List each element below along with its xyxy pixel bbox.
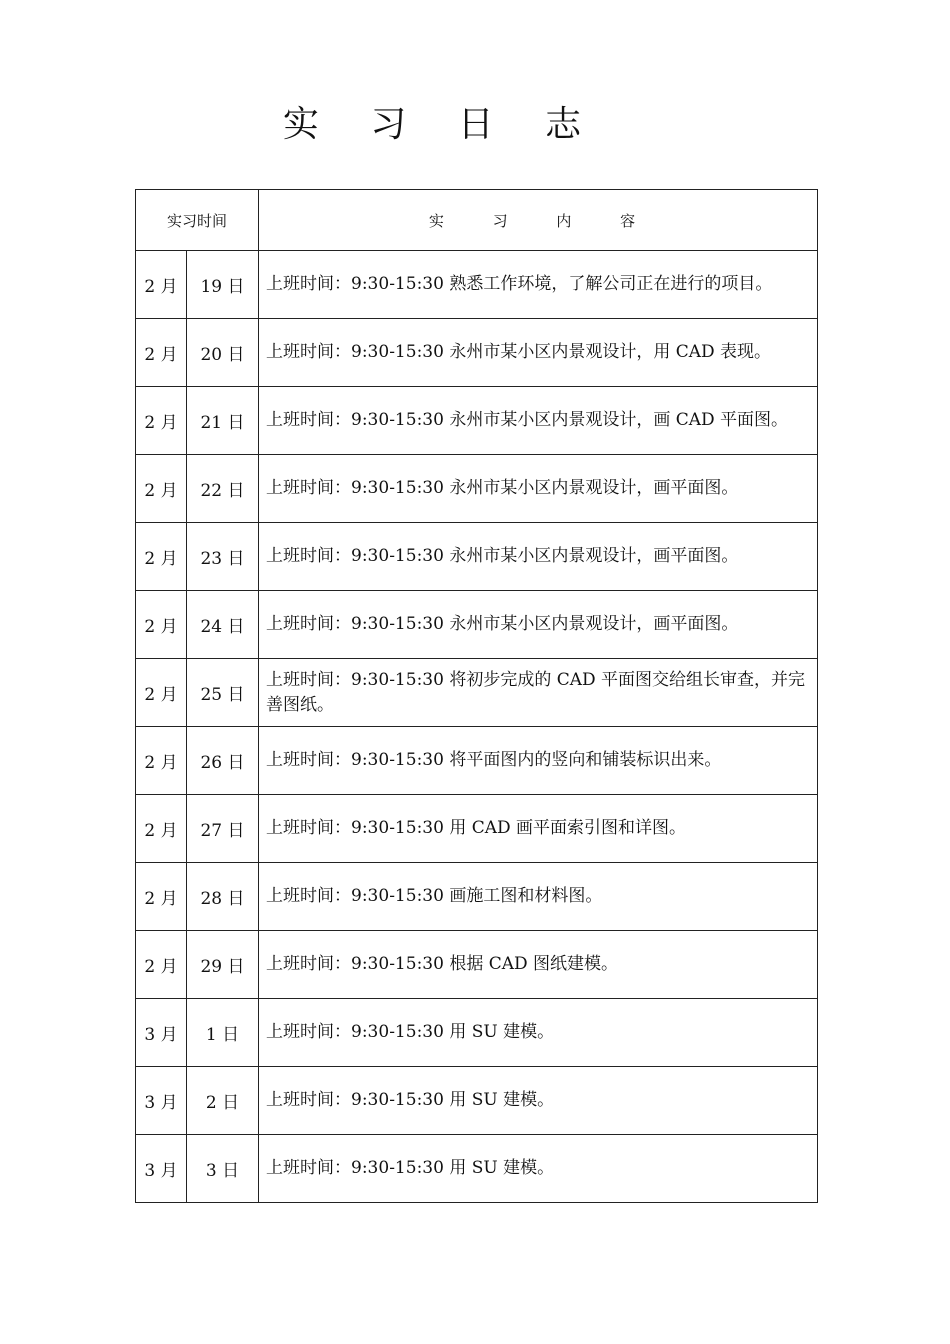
table-row: [136, 727, 818, 795]
row-content: 上班时间：9:30-15:30 永州市某小区内景观设计，画 CAD 平面图。: [259, 387, 818, 455]
row-content: 上班时间：9:30-15:30 用 SU 建模。: [259, 1135, 818, 1203]
header-content: 实 习 内 容: [259, 190, 818, 251]
row-content: 上班时间：9:30-15:30 永州市某小区内景观设计，用 CAD 表现。: [259, 319, 818, 387]
row-month: 2 月: [136, 931, 187, 999]
row-month: 2 月: [136, 251, 187, 319]
table-row: [136, 863, 818, 931]
row-month: 2 月: [136, 591, 187, 659]
row-content: 上班时间：9:30-15:30 用 SU 建模。: [259, 999, 818, 1067]
table-body: [136, 251, 818, 1203]
row-day: 24 日: [187, 591, 259, 659]
table-row: [136, 591, 818, 659]
table-row: [136, 251, 818, 319]
table-row: [136, 523, 818, 591]
row-month: 3 月: [136, 1067, 187, 1135]
table-row: [136, 999, 818, 1067]
header-time: 实习时间: [136, 190, 259, 251]
row-content: 上班时间：9:30-15:30 将初步完成的 CAD 平面图交给组长审查，并完善图纸。: [259, 659, 818, 727]
table-row: [136, 455, 818, 523]
row-day: 23 日: [187, 523, 259, 591]
row-day: 3 日: [187, 1135, 259, 1203]
row-day: 1 日: [187, 999, 259, 1067]
table-row: [136, 1067, 818, 1135]
row-content: 上班时间：9:30-15:30 永州市某小区内景观设计，画平面图。: [259, 455, 818, 523]
row-content: 上班时间：9:30-15:30 永州市某小区内景观设计，画平面图。: [259, 591, 818, 659]
table-row: [136, 319, 818, 387]
row-day: 19 日: [187, 251, 259, 319]
row-month: 2 月: [136, 659, 187, 727]
table-header-row: [136, 190, 818, 251]
row-day: 25 日: [187, 659, 259, 727]
row-month: 2 月: [136, 795, 187, 863]
table-row: [136, 387, 818, 455]
page-title: 实 习 日 志: [282, 104, 602, 145]
row-month: 3 月: [136, 999, 187, 1067]
row-day: 22 日: [187, 455, 259, 523]
row-month: 3 月: [136, 1135, 187, 1203]
table-row: [136, 795, 818, 863]
row-day: 29 日: [187, 931, 259, 999]
row-content: 上班时间：9:30-15:30 用 CAD 画平面索引图和详图。: [259, 795, 818, 863]
row-content: 上班时间：9:30-15:30 画施工图和材料图。: [259, 863, 818, 931]
row-day: 27 日: [187, 795, 259, 863]
row-content: 上班时间：9:30-15:30 根据 CAD 图纸建模。: [259, 931, 818, 999]
row-content: 上班时间：9:30-15:30 将平面图内的竖向和铺装标识出来。: [259, 727, 818, 795]
internship-log-table: [135, 189, 818, 1203]
table-row: [136, 1135, 818, 1203]
row-content: 上班时间：9:30-15:30 永州市某小区内景观设计，画平面图。: [259, 523, 818, 591]
table-row: [136, 659, 818, 727]
row-month: 2 月: [136, 455, 187, 523]
row-content: 上班时间：9:30-15:30 熟悉工作环境，了解公司正在进行的项目。: [259, 251, 818, 319]
row-month: 2 月: [136, 727, 187, 795]
row-month: 2 月: [136, 863, 187, 931]
row-day: 20 日: [187, 319, 259, 387]
row-month: 2 月: [136, 387, 187, 455]
table-row: [136, 931, 818, 999]
row-day: 21 日: [187, 387, 259, 455]
row-day: 26 日: [187, 727, 259, 795]
row-day: 2 日: [187, 1067, 259, 1135]
row-day: 28 日: [187, 863, 259, 931]
row-content: 上班时间：9:30-15:30 用 SU 建模。: [259, 1067, 818, 1135]
row-month: 2 月: [136, 523, 187, 591]
row-month: 2 月: [136, 319, 187, 387]
